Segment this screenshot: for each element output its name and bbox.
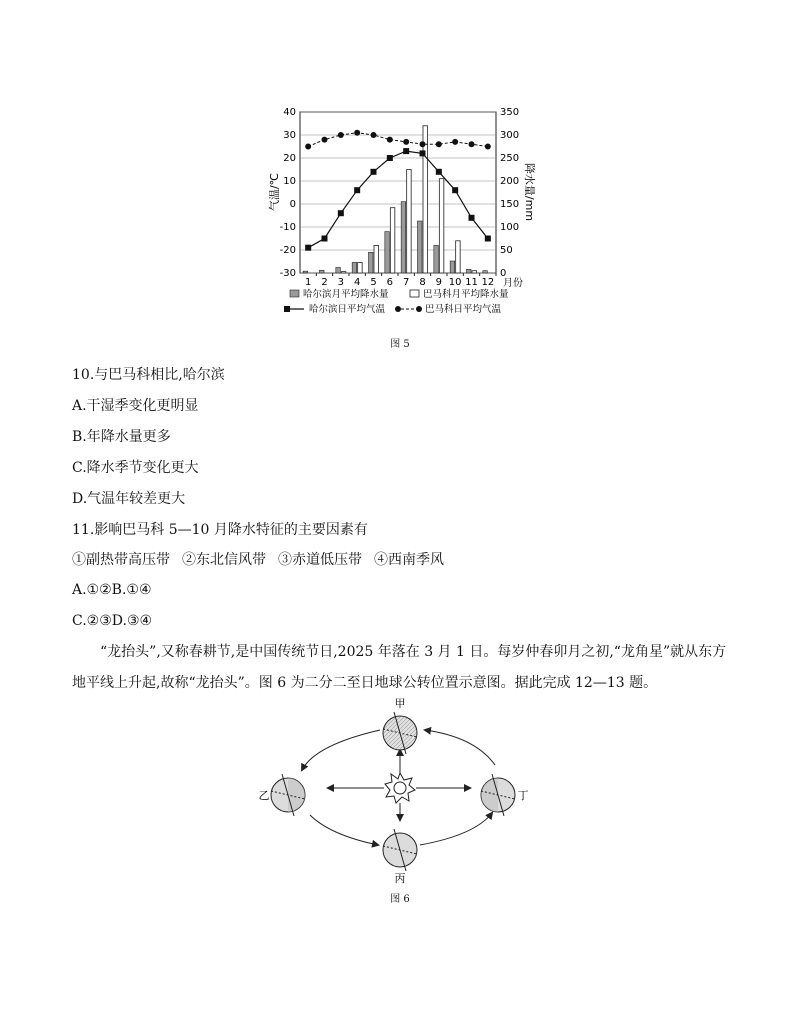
earth-bottom bbox=[383, 829, 417, 871]
x-tick-label: 7 bbox=[402, 277, 410, 288]
point-harbin-temp bbox=[387, 155, 393, 161]
y-right-tick-label: 150 bbox=[500, 199, 520, 210]
x-tick-label: 12 bbox=[481, 277, 495, 288]
x-tick-label: 5 bbox=[370, 277, 377, 288]
x-tick-label: 3 bbox=[337, 277, 345, 288]
y-left-tick-label: 10 bbox=[283, 176, 296, 187]
point-harbin-temp bbox=[305, 245, 311, 251]
legend-label-harbin-temp: 哈尔滨日平均气温 bbox=[309, 304, 386, 315]
point-harbin-temp bbox=[403, 148, 409, 154]
legend-swatch-harbin-precip bbox=[290, 290, 299, 297]
q11-factor-4: ④西南季风 bbox=[374, 552, 444, 568]
label-top: 甲 bbox=[394, 697, 406, 710]
bar-harbin-precip bbox=[434, 245, 439, 273]
bar-harbin-precip bbox=[352, 262, 357, 273]
q11-factor-3: ③赤道低压带 bbox=[278, 552, 362, 568]
y-left-axis-label: 气温/℃ bbox=[268, 172, 281, 212]
q11-factor-2: ②东北信风带 bbox=[182, 552, 266, 568]
point-bamako-temp bbox=[436, 141, 442, 147]
legend-label-bamako-temp: 巴马科日平均气温 bbox=[425, 304, 502, 315]
line-harbin-temp bbox=[308, 151, 488, 248]
orbit-arc-bottom-right bbox=[420, 813, 492, 845]
y-right-tick-label: 100 bbox=[500, 222, 520, 233]
label-right: 丁 bbox=[517, 789, 529, 802]
x-tick-label: 2 bbox=[321, 277, 328, 288]
point-bamako-temp bbox=[485, 144, 491, 150]
legend-swatch-bamako-temp-marker-2 bbox=[416, 306, 422, 312]
bar-harbin-precip bbox=[418, 221, 423, 273]
orbit-arc-top-left bbox=[302, 730, 380, 770]
sun-icon bbox=[385, 773, 415, 803]
point-harbin-temp bbox=[485, 236, 491, 242]
x-tick-label: 8 bbox=[419, 277, 426, 288]
bar-harbin-precip bbox=[467, 269, 472, 273]
point-bamako-temp bbox=[305, 144, 311, 150]
orbit-diagram bbox=[260, 695, 550, 890]
bar-bamako-precip bbox=[456, 241, 461, 273]
point-harbin-temp bbox=[338, 210, 344, 216]
bar-harbin-precip bbox=[450, 261, 455, 273]
label-bottom: 丙 bbox=[394, 872, 406, 885]
q11-factors bbox=[72, 551, 444, 569]
q11-factor-1: ①副热带高压带 bbox=[72, 552, 170, 568]
y-right-tick-label: 250 bbox=[500, 153, 520, 164]
y-right-tick-label: 50 bbox=[500, 245, 513, 256]
bar-harbin-precip bbox=[385, 232, 390, 273]
q10-option-a: A.干湿季变化更明显 bbox=[72, 398, 199, 414]
legend-label-bamako-precip: 巴马科月平均降水量 bbox=[423, 289, 509, 300]
y-right-tick-label: 0 bbox=[500, 268, 507, 279]
x-tick-label: 6 bbox=[386, 277, 394, 288]
q10-option-d: D.气温年较差更大 bbox=[72, 491, 186, 507]
earth-top bbox=[383, 712, 417, 754]
climate-chart bbox=[230, 100, 550, 325]
q11-stem: 11.影响巴马科 5—10 月降水特征的主要因素有 bbox=[72, 522, 368, 538]
y-right-tick-label: 350 bbox=[500, 107, 520, 118]
bar-harbin-precip bbox=[369, 252, 374, 273]
point-bamako-temp bbox=[387, 137, 393, 143]
point-bamako-temp bbox=[354, 130, 360, 136]
legend-swatch-bamako-temp-marker-1 bbox=[395, 306, 401, 312]
y-left-tick-label: -10 bbox=[279, 222, 296, 233]
bar-harbin-precip bbox=[320, 270, 325, 273]
bar-bamako-precip bbox=[374, 245, 379, 273]
legend-swatch-bamako-precip bbox=[410, 290, 419, 297]
y-right-tick-label: 300 bbox=[500, 130, 520, 141]
point-harbin-temp bbox=[469, 215, 475, 221]
point-bamako-temp bbox=[338, 132, 344, 138]
x-tick-label: 10 bbox=[448, 277, 462, 288]
bar-harbin-precip bbox=[336, 267, 341, 273]
point-harbin-temp bbox=[354, 187, 360, 193]
point-harbin-temp bbox=[452, 187, 458, 193]
y-left-tick-label: 0 bbox=[289, 199, 296, 210]
x-tick-label: 4 bbox=[353, 277, 361, 288]
x-tick-label: 9 bbox=[435, 277, 443, 288]
bar-harbin-precip bbox=[483, 271, 488, 273]
point-harbin-temp bbox=[371, 169, 377, 175]
bar-bamako-precip bbox=[439, 179, 444, 273]
y-right-tick-label: 200 bbox=[500, 176, 520, 187]
legend-label-harbin-precip: 哈尔滨月平均降水量 bbox=[303, 289, 389, 300]
x-axis-unit-label: 月份 bbox=[503, 278, 523, 289]
point-bamako-temp bbox=[371, 132, 377, 138]
legend-swatch-harbin-temp-marker bbox=[284, 306, 290, 312]
bar-bamako-precip bbox=[472, 271, 477, 273]
y-left-tick-label: -30 bbox=[279, 268, 296, 279]
bar-bamako-precip bbox=[341, 272, 346, 273]
bar-bamako-precip bbox=[423, 126, 428, 273]
earth-right bbox=[481, 774, 515, 816]
orbit-arc-left-bottom bbox=[310, 815, 378, 845]
x-tick-label: 1 bbox=[304, 277, 312, 288]
bar-bamako-precip bbox=[407, 170, 412, 274]
orbit-arc-right-top bbox=[425, 730, 495, 765]
q10-stem: 10.与巴马科相比,哈尔滨 bbox=[72, 367, 225, 383]
y-left-tick-label: 30 bbox=[283, 130, 296, 141]
point-harbin-temp bbox=[420, 150, 426, 156]
point-harbin-temp bbox=[322, 236, 328, 242]
y-left-tick-label: 40 bbox=[283, 107, 296, 118]
q11-options-ab: A.①②B.①④ bbox=[72, 582, 152, 598]
point-bamako-temp bbox=[469, 141, 475, 147]
passage-text: “龙抬头”,又称春耕节,是中国传统节日,2025 年落在 3 月 1 日。每岁仲春卯月之初,“龙角星”就从东方地平线上升起,故称“龙抬头”。图 6 为二分二至日地球公转位置示意图。据此完成 12—13 题。 bbox=[72, 644, 727, 691]
y-right-axis-label: 降水量/mm bbox=[523, 162, 536, 222]
bar-bamako-precip bbox=[390, 208, 395, 273]
point-bamako-temp bbox=[420, 141, 426, 147]
point-bamako-temp bbox=[452, 139, 458, 145]
q11-options-cd: C.②③D.③④ bbox=[72, 613, 153, 629]
figure-5-caption: 图 5 bbox=[390, 339, 410, 350]
q10-option-c: C.降水季节变化更大 bbox=[72, 460, 199, 476]
earth-left bbox=[271, 774, 305, 816]
plot-frame bbox=[300, 112, 496, 273]
point-bamako-temp bbox=[322, 137, 328, 143]
bar-bamako-precip bbox=[358, 262, 363, 273]
y-left-tick-label: 20 bbox=[283, 153, 296, 164]
figure-6-caption: 图 6 bbox=[390, 894, 410, 905]
label-left: 乙 bbox=[258, 789, 270, 802]
q10-option-b: B.年降水量更多 bbox=[72, 429, 171, 445]
point-bamako-temp bbox=[403, 139, 409, 145]
y-left-tick-label: -20 bbox=[279, 245, 296, 256]
bar-harbin-precip bbox=[401, 202, 406, 273]
point-harbin-temp bbox=[436, 169, 442, 175]
x-tick-label: 11 bbox=[465, 277, 478, 288]
bar-harbin-precip bbox=[303, 271, 308, 273]
